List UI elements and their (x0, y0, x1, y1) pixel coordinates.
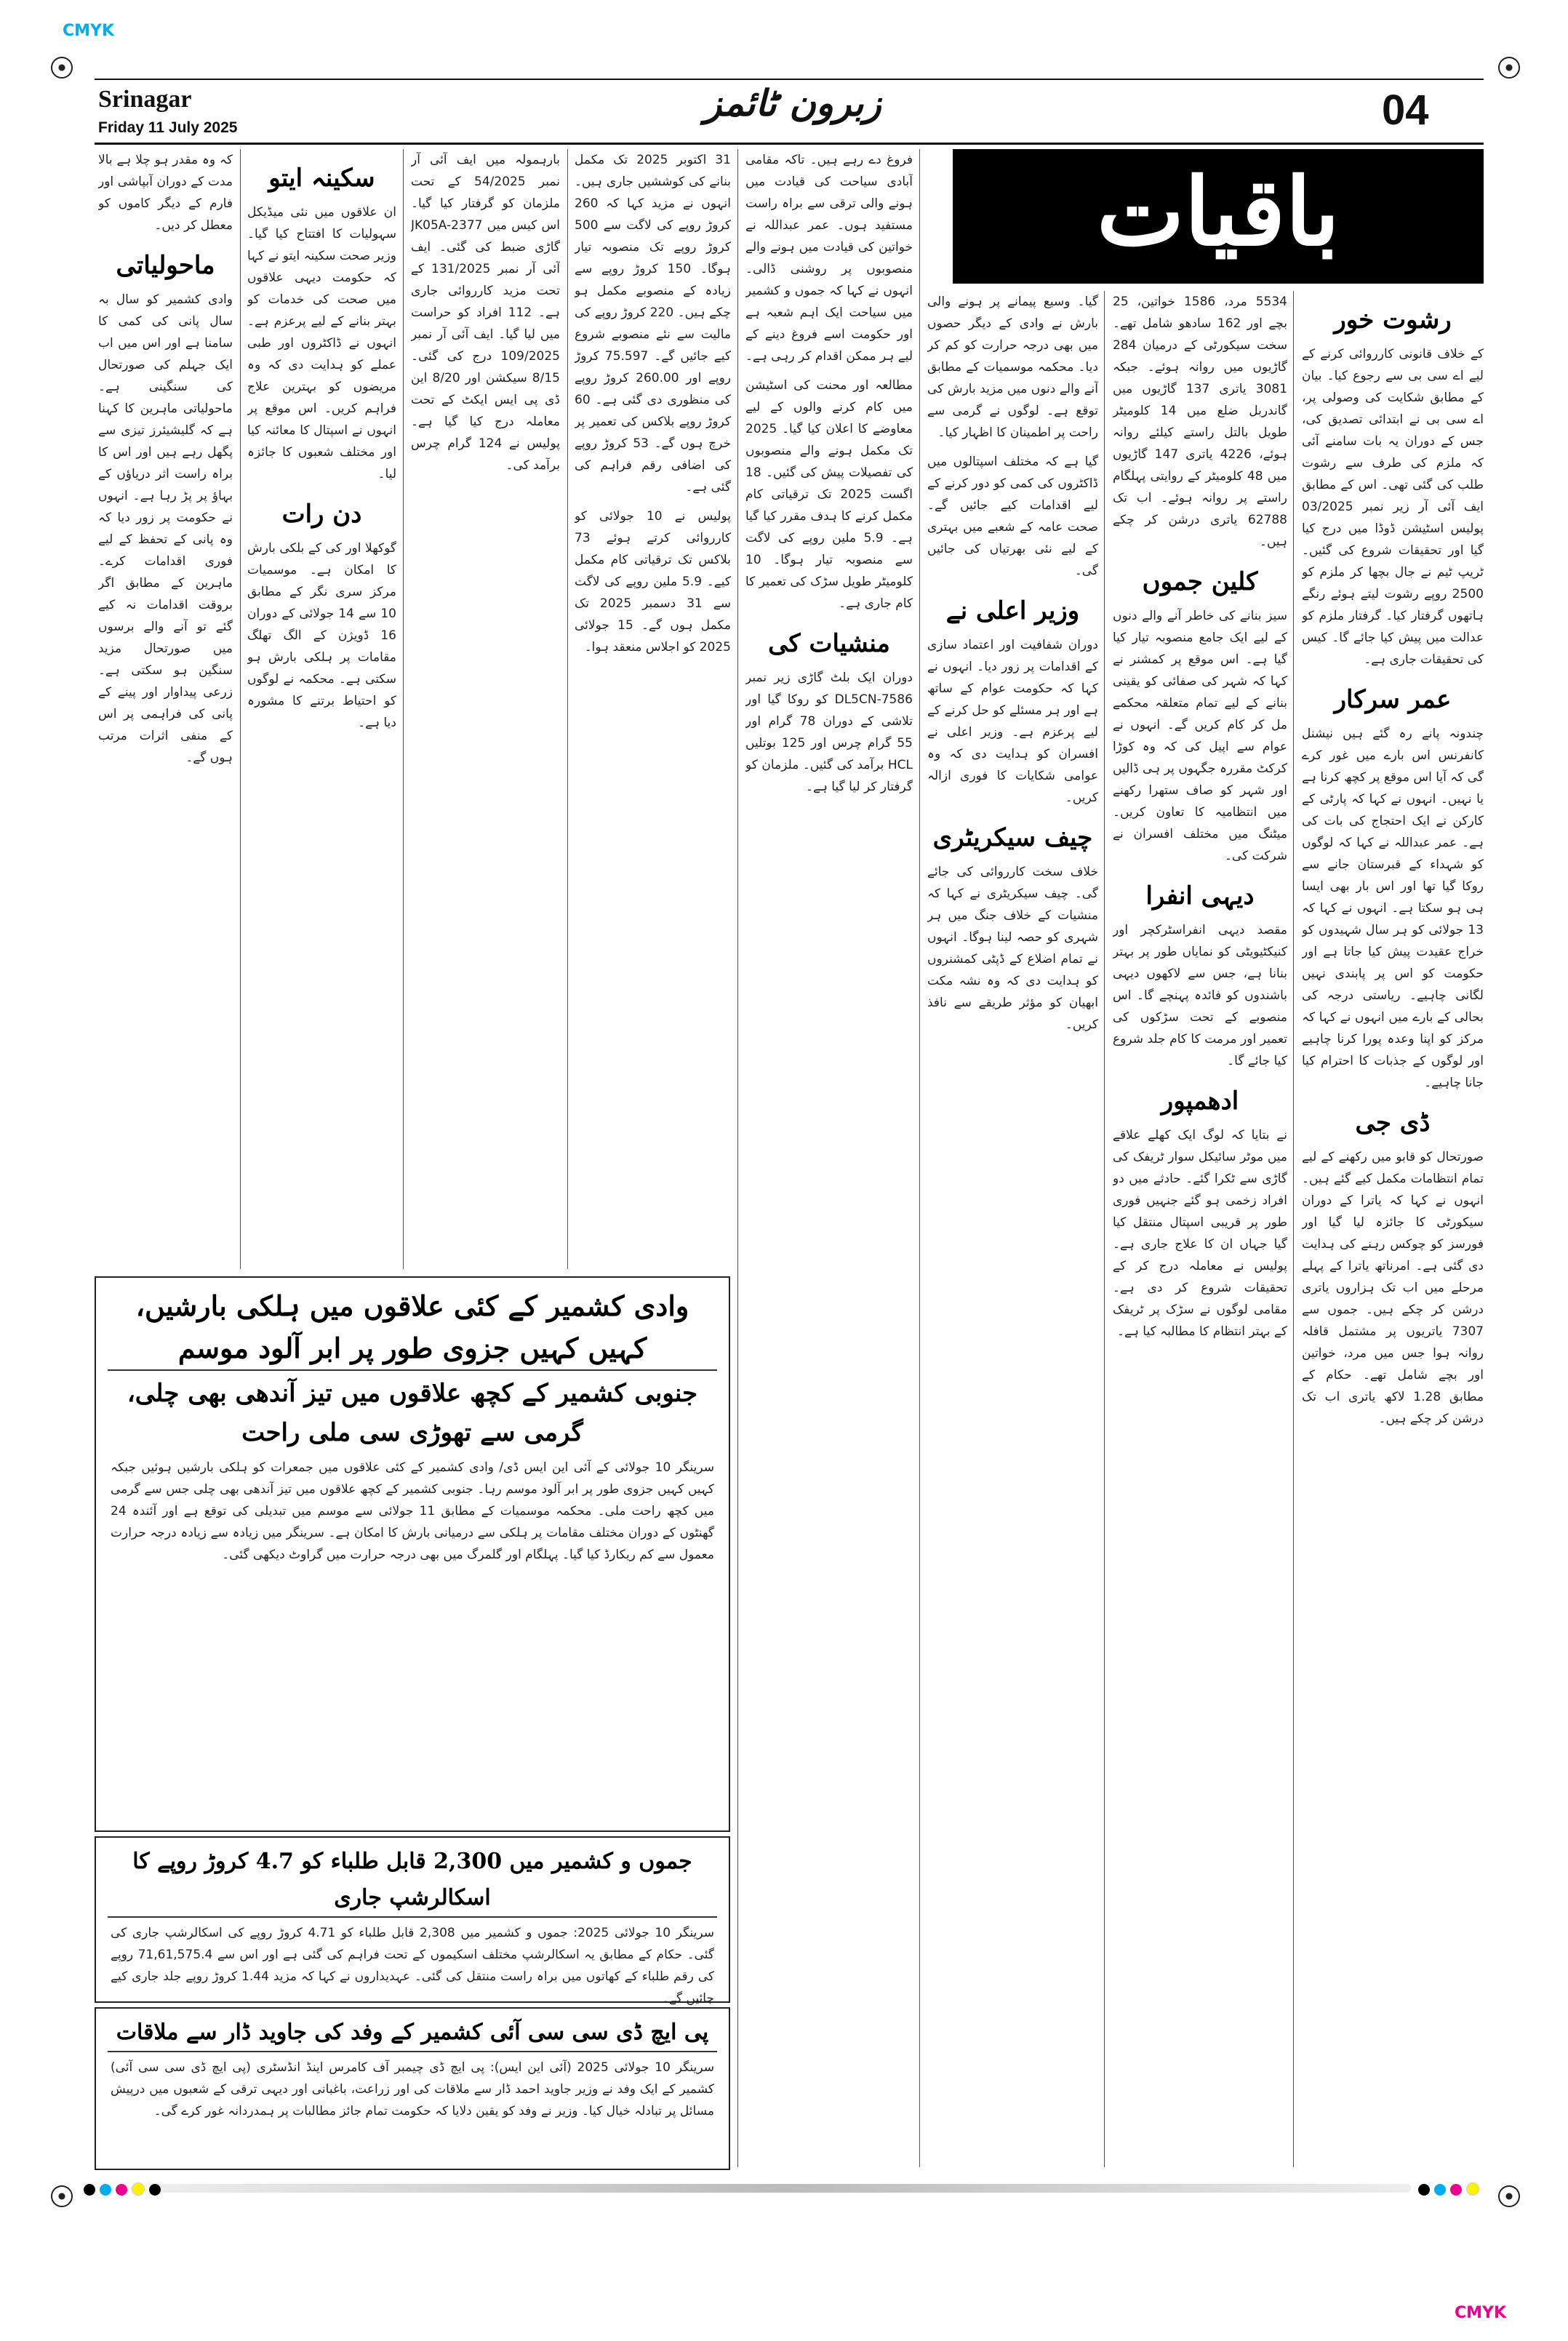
column-1 (1302, 291, 1484, 2167)
column-8 (98, 149, 233, 1269)
registration-mark-top-left (51, 57, 73, 79)
section-text: دوران ایک بلٹ گاڑی زیر نمبر DL5CN-7586 کو روکا گیا اور تلاشی کے دوران 78 گرام اور 55 گرام چرس اور 125 بوتلیں HCL برآمد کی گئیں۔ ملزمان کو گرفتار کر لیا گیا ہے۔ (745, 671, 913, 794)
weather-body: سرینگر 10 جولائی کے آئی این ایس ڈی/ وادی کشمیر کے کئی علاقوں میں جمعرات کو ہلکی بارشیں ہوئیں جبکہ کہیں کہیں جزوی طور پر ابر آلود موسم رہا۔ جنوبی کشمیر کے کچھ علاقوں میں تیز آندھی بھی چلی جس سے گرمی میں کچھ راحت ملی۔ محکمہ موسمیات کے مطابق 11 جولائی سے موسم میں تبدیلی کی توقع ہے اور آئندہ 24 گھنٹوں کے دوران مختلف مقامات پر ہلکی سے درمیانی بارش کا امکان ہے۔ سرینگر میں زیادہ سے زیادہ درجہ حرارت معمول سے کم ریکارڈ کیا گیا۔ پہلگام اور گلمرگ میں بھی درجہ حرارت میں گراوٹ دیکھی گئی۔ (111, 1460, 714, 1562)
section-heading: عمر سرکار (1334, 685, 1452, 714)
section-text: گیا۔ وسیع پیمانے پر ہونے والی بارش نے وادی کے دیگر حصوں میں بھی درجہ حرارت کو کم کر دیا۔ محکمہ موسمیات کے مطابق آنے والے دنوں میں مزید بارش کی توقع ہے۔ لوگوں نے گرمی سے راحت پر اطمینان کا اظہار کیا۔ (927, 295, 1098, 440)
color-dot (1466, 2182, 1479, 2196)
section-text: خلاف سخت کارروائی کی جائے گی۔ چیف سیکریٹری نے کہا کہ منشیات کے خلاف جنگ میں ہر شہری کو حصہ لینا ہوگا۔ انہوں نے تمام اضلاع کے ڈپٹی کمشنروں کو ہدایت دی کہ وہ نشہ مکت ابھیان کو مؤثر طریقے سے نافذ کریں۔ (927, 865, 1098, 1032)
meeting-headline: پی ایچ ڈی سی سی آئی کشمیر کے وفد کی جاوید ڈار سے ملاقات (108, 2014, 717, 2052)
column-divider (1104, 291, 1105, 2167)
color-dot (1450, 2184, 1462, 2196)
cmyk-mark-top: CMYK (63, 22, 115, 40)
section-heading: ڈی جی (1355, 1108, 1431, 1137)
section-heading: چیف سیکریٹری (932, 823, 1093, 852)
weather-subheadline: جنوبی کشمیر کے کچھ علاقوں میں تیز آندھی بھی چلی، گرمی سے تھوڑی سی ملی راحت (127, 1379, 698, 1447)
section-text: مطالعہ اور محنت کی اسٹیشن میں کام کرنے والوں کے لیے معاوضے کا اعلان کیا گیا۔ 2025 تک مکمل ہونے والے منصوبوں کی تفصیلات پیش کی گئیں۔ 18 اگست 2025 تک ترقیاتی کام مکمل کرنے کا ہدف مقرر کیا گیا ہے۔ 5.9 ملین روپے کی لاگت سے منصوبہ تیار ہوگا۔ 10 کلومیٹر طویل سڑک کی تعمیر کا کام جاری ہے۔ (745, 378, 913, 611)
section-heading: دن رات (281, 500, 362, 529)
section-text: مقصد دیہی انفراسٹرکچر اور کنیکٹیویٹی کو نمایاں طور پر بہتر بنانا ہے، جس سے لاکھوں دیہی باشندوں کو فائدہ پہنچے گا۔ اس منصوبے کے تحت سڑکوں کی تعمیر اور مرمت کا کام جلد شروع کیا جائے گا۔ (1113, 923, 1287, 1068)
color-dots-left (84, 2182, 165, 2198)
column-5 (575, 149, 731, 1269)
section-heading: سکینہ ایتو (268, 164, 375, 193)
section-text: ان علاقوں میں نئی میڈیکل سہولیات کا افتتاح کیا گیا۔ وزیر صحت سکینہ ایتو نے کہا کہ حکومت دیہی علاقوں میں صحت کی خدمات کو بہتر بنانے کے لیے پرعزم ہے۔ انہوں نے ڈاکٹروں اور طبی عملے کو ہدایت دی کہ وہ مریضوں کو بہترین علاج فراہم کریں۔ اس موقع پر انہوں نے اسپتال کا معائنہ کیا اور مختلف شعبوں کا جائزہ لیا۔ (247, 205, 396, 481)
section-heading: رشوت خور (1334, 305, 1452, 335)
section-text: کے خلاف قانونی کارروائی کرنے کے لیے اے سی بی سے رجوع کیا۔ بیان کے مطابق شکایت کی وصولی پر، اے سی بی نے ابتدائی تصدیق کی، جس کے دوران یہ بات سامنے آئی کہ ملزم کی طرف سے رشوت طلب کی گئی تھی۔ اس کے مطابق ایف آئی آر زیر نمبر 03/2025 پولیس اسٹیشن ڈوڈا میں درج کیا گیا اور تحقیقات شروع کی گئیں۔ ٹریپ ٹیم نے جال بچھا کر ملزم کو 2500 روپے رشوت لیتے ہوئے رنگے ہاتھوں گرفتار کیا۔ گرفتار ملزم کو عدالت میں پیش کیا جائے گا۔ کیس کی تحقیقات جاری ہے۔ (1302, 347, 1484, 667)
header-date: Friday 11 July 2025 (98, 119, 238, 136)
weather-headline: وادی کشمیر کے کئی علاقوں میں ہلکی بارشیں، کہیں کہیں جزوی طور پر ابر آلود موسم (108, 1285, 717, 1371)
section-text: نے بتایا کہ لوگ ایک کھلے علاقے میں موٹر سائیکل سوار ٹریفک کی گاڑی سے ٹکرا گئے۔ حادثے میں دو افراد زخمی ہو گئے جنہیں فوری طور پر قریبی اسپتال منتقل کیا گیا جہاں ان کا علاج جاری ہے۔ پولیس نے معاملہ درج کر کے تحقیقات شروع کر دی ہے۔ مقامی لوگوں نے سڑک پر ٹریفک کے بہتر انتظام کا مطالبہ کیا ہے۔ (1113, 1128, 1287, 1339)
column-7 (247, 149, 396, 1269)
registration-mark-bottom-right (1498, 2185, 1520, 2207)
section-text: چندونہ پانے رہ گئے ہیں نیشنل کانفرنس اس بارے میں غور کرے گی کہ آیا اس موقع پر کچھ کرنا ہے یا نہیں۔ انہوں نے کہا کہ پارٹی کے کارکن نے ایک احتجاج کی بات کی ہے۔ عمر عبداللہ نے کہا کہ لوگوں کو شہداء کے قبرستان جانے سے روکا گیا تھا اور اس بار بھی ایسا ہی ہو سکتا ہے۔ انہوں نے کہا کہ 13 جولائی کو ہر سال شہیدوں کو خراج عقیدت پیش کیا جاتا ہے اور حکومت کو اس پر پابندی نہیں لگانی چاہیے۔ ریاستی درجہ کی بحالی کے بارے میں انہوں نے کہا کہ مرکز کو اپنا وعدہ پورا کرنا چاہیے اور لوگوں کے جذبات کا احترام کیا جانا چاہیے۔ (1302, 727, 1484, 1090)
column-6 (411, 149, 560, 1269)
scholarship-story (95, 1836, 730, 2006)
column-divider (403, 149, 404, 1269)
footer-bar (153, 2184, 1411, 2193)
scholarship-headline: جموں و کشمیر میں 2,300 قابل طلباء کو 4.7 کروڑ روپے کا اسکالرشپ جاری (108, 1844, 717, 1918)
section-heading: ماحولیاتی (116, 251, 215, 280)
page-number: 04 (1382, 87, 1429, 134)
registration-mark-bottom-left (51, 2185, 73, 2207)
meeting-body: سرینگر 10 جولائی 2025 (آئی این ایس): پی ایچ ڈی چیمبر آف کامرس اینڈ انڈسٹری (پی ایچ ڈی سی سی آئی) کشمیر کے ایک وفد نے وزیر جاوید احمد ڈار سے ملاقات کی اور زراعت، باغبانی اور دیہی ترقی کے شعبوں میں درپیش مسائل پر تبادلہ خیال کیا۔ وزیر نے وفد کو یقین دلایا کہ حکومت تمام جائز مطالبات پر ہمدردانہ غور کرے گی۔ (111, 2060, 714, 2118)
section-text: دوران شفافیت اور اعتماد سازی کے اقدامات پر زور دیا۔ انہوں نے کہا کہ حکومت عوام کے ساتھ ہے اور ہر مسئلے کو حل کرنے کے لیے پرعزم ہے۔ وزیر اعلی نے افسران کو ہدایت دی کہ وہ عوامی شکایات کا فوری ازالہ کریں۔ (927, 638, 1098, 805)
color-dot (84, 2184, 95, 2196)
section-heading: ادھمپور (1161, 1087, 1239, 1116)
section-heading: وزیر اعلی نے (945, 596, 1080, 625)
header-rule (95, 143, 1484, 145)
section-text: گوکھلا اور کی کے بلکی بارش کا امکان ہے۔ موسمیات مرکز سری نگر کے مطابق 10 سے 14 جولائی کے دوران 16 ڈویژن کے الگ تھلگ مقامات پر ہلکی بارش ہو سکتی ہے۔ محکمہ نے لوگوں کو احتیاط برتنے کا مشورہ دیا ہے۔ (247, 541, 396, 730)
section-heading: کلین جموں (1142, 567, 1258, 596)
header-rule-top (95, 79, 1484, 80)
column-divider (919, 149, 920, 2167)
column-divider (240, 149, 241, 1269)
color-dot (132, 2182, 145, 2196)
section-heading: دیہی انفرا (1145, 881, 1255, 911)
section-text: سیز بنانے کی خاطر آنے والے دنوں کے لیے ایک جامع منصوبہ تیار کیا گیا ہے۔ اس موقع پر کمشنر نے کہا کہ شہر کی صفائی کو یقینی بنانے کے لیے تمام متعلقہ محکمے مل کر کام کریں گے۔ انہوں نے عوام سے اپیل کی کہ وہ کوڑا کرکٹ مقررہ جگہوں پر ہی ڈالیں اور شہر کو صاف ستھرا رکھنے میں انتظامیہ کا تعاون کریں۔ میٹنگ میں مختلف افسران نے شرکت کی۔ (1113, 609, 1287, 863)
scholarship-body: سرینگر 10 جولائی 2025: جموں و کشمیر میں 2,308 قابل طلباء کو 4.71 کروڑ روپے کی اسکالرشپ جاری کی گئی۔ حکام کے مطابق یہ اسکالرشپ مختلف اسکیموں کے تحت فراہم کی گئی ہے اور اس سے 71,61,575.4 روپے کی رقم طلباء کے کھاتوں میں براہ راست منتقل کی گئی۔ عہدیداروں نے کہا کہ مزید 1.44 کروڑ روپے جلد جاری کیے جائیں گے۔ (111, 1926, 714, 2006)
color-dot (149, 2184, 161, 2196)
section-text: گیا ہے کہ مختلف اسپتالوں میں ڈاکٹروں کی کمی کو دور کرنے کے لیے اقدامات کیے جائیں گے۔ صحت عامہ کے شعبے میں بہتری کے لیے نئی بھرتیاں کی جائیں گی۔ (927, 455, 1098, 578)
section-text: 5534 مرد، 1586 خواتین، 25 بچے اور 162 سادھو شامل تھے۔ سخت سیکورٹی کے درمیان 284 گاڑیوں میں روانہ ہوئے۔ جبکہ 3081 یاتری 137 گاڑیوں میں گاندربل ضلع میں 14 کلومیٹر طویل بالتل راستے کیلئے روانہ ہوئے، 4226 یاتری 147 گاڑیوں میں 48 کلومیٹر کے روایتی پہلگام راستے پر روانہ ہوئے۔ اب تک 62788 یاتری درشن کر چکے ہیں۔ (1113, 295, 1287, 549)
column-4 (745, 149, 913, 2167)
section-text: وادی کشمیر کو سال بہ سال پانی کی کمی کا سامنا ہے اور اس میں اب ایک جہلم کی صورتحال کی سنگینی ہے۔ ماحولیاتی ماہرین کا کہنا ہے کہ گلیشیئرز تیزی سے پگھل رہے ہیں اور اس کا براہ راست اثر دریاؤں کے بہاؤ پر پڑ رہا ہے۔ انہوں نے حکومت پر زور دیا کہ وہ پانی کے تحفظ کے لیے فوری اقدامات کرے۔ ماہرین کے مطابق اگر بروقت اقدامات نہ کیے گئے تو آنے والے برسوں میں صورتحال مزید سنگین ہو سکتی ہے۔ زرعی پیداوار اور پینے کے پانی کی فراہمی پر اس کے منفی اثرات مرتب ہوں گے۔ (98, 292, 233, 765)
section-text: صورتحال کو قابو میں رکھنے کے لیے تمام انتظامات مکمل کیے گئے ہیں۔ انہوں نے کہا کہ یاترا کے دوران سیکورٹی کا جائزہ لیا گیا اور فورسز کو چوکس رہنے کی ہدایت دی گئی ہے۔ امرناتھ یاترا کے پہلے مرحلے میں اب تک ہزاروں یاتری درشن کر چکے ہیں۔ جموں سے 7307 یاتریوں پر مشتمل قافلہ روانہ ہوا جس میں مرد، خواتین اور بچے شامل تھے۔ حکام کے مطابق 1.28 لاکھ یاتری اب تک درشن کر چکے ہیں۔ (1302, 1150, 1484, 1426)
column-divider (567, 149, 568, 1269)
color-dot (1434, 2184, 1446, 2196)
section-text: 31 اکتوبر 2025 تک مکمل بنانے کی کوششیں جاری ہیں۔ انہوں نے مزید کہا کہ 260 کروڑ روپے کی لاگت سے 500 کروڑ روپے تک منصوبہ تیار ہوگا۔ 150 کروڑ روپے سے زیادہ کے منصوبے مکمل ہو چکے ہیں۔ 220 کروڑ روپے کی مالیت سے نئے منصوبے شروع کیے جائیں گے۔ 75.597 کروڑ روپے اور 260.00 کروڑ روپے کی منظوری دی گئی ہے۔ 60 کروڑ روپے بلاکس کی تعمیر پر خرچ ہوں گے۔ 53 کروڑ روپے کی اضافی رقم فراہم کی گئی ہے۔ (575, 153, 731, 495)
weather-story (95, 1276, 730, 1832)
color-dots-right (1418, 2182, 1484, 2198)
section-heading: منشیات کی (768, 629, 890, 658)
baqiyat-title: باقیات (1097, 158, 1340, 267)
section-text: فروغ دے رہے ہیں۔ تاکہ مقامی آبادی سیاحت کی قیادت میں ہونے والی ترقی سے براہ راست مستفید ہوں۔ عمر عبداللہ نے خواتین کی قیادت میں ہونے والے منصوبوں پر روشنی ڈالی۔ انہوں نے کہا کہ جموں و کشمیر میں سیاحت ایک اہم شعبہ ہے اور حکومت اسے فروغ دینے کے لیے ہر ممکن اقدام کر رہی ہے۔ (745, 153, 913, 364)
cmyk-mark-bottom: CMYK (1455, 2304, 1507, 2322)
column-2 (1113, 291, 1287, 2167)
column-3 (927, 291, 1098, 2167)
masthead-logo: زبرون ٹائمز (704, 81, 881, 124)
header-city: Srinagar (98, 86, 192, 113)
section-text: بارہمولہ میں ایف آئی آر نمبر 54/2025 کے تحت ملزمان کو گرفتار کیا گیا۔ اس کیس میں JK05A-2377 گاڑی ضبط کی گئی۔ ایف آئی آر نمبر 131/2025 کے تحت مزید کارروائی جاری ہے۔ 112 افراد کو حراست میں لیا گیا۔ ایف آئی آر نمبر 109/2025 درج کی گئی۔ 8/15 سیکشن اور 8/20 این ڈی پی ایس ایکٹ کے تحت معاملہ درج کیا گیا ہے۔ پولیس نے 124 گرام چرس برآمد کی۔ (411, 153, 560, 473)
meeting-story (95, 2007, 730, 2170)
section-text: کہ وہ مقدر ہو چلا ہے بالا مدت کے دوران آبپاشی اور فارم کے دیگر کاموں کو معطل کر دیں۔ (98, 153, 233, 233)
column-divider (1293, 291, 1294, 2167)
color-dot (116, 2184, 127, 2196)
registration-mark-top-right (1498, 57, 1520, 79)
column-divider (737, 149, 738, 2167)
color-dot (1418, 2184, 1430, 2196)
color-dot (100, 2184, 111, 2196)
section-text: پولیس نے 10 جولائی کو کارروائی کرتے ہوئے 73 بلاکس تک ترقیاتی کام مکمل کیے۔ 5.9 ملین روپے کی لاگت سے 31 دسمبر 2025 تک مکمل ہوں گے۔ 15 جولائی 2025 کو اجلاس منعقد ہوا۔ (575, 509, 731, 655)
